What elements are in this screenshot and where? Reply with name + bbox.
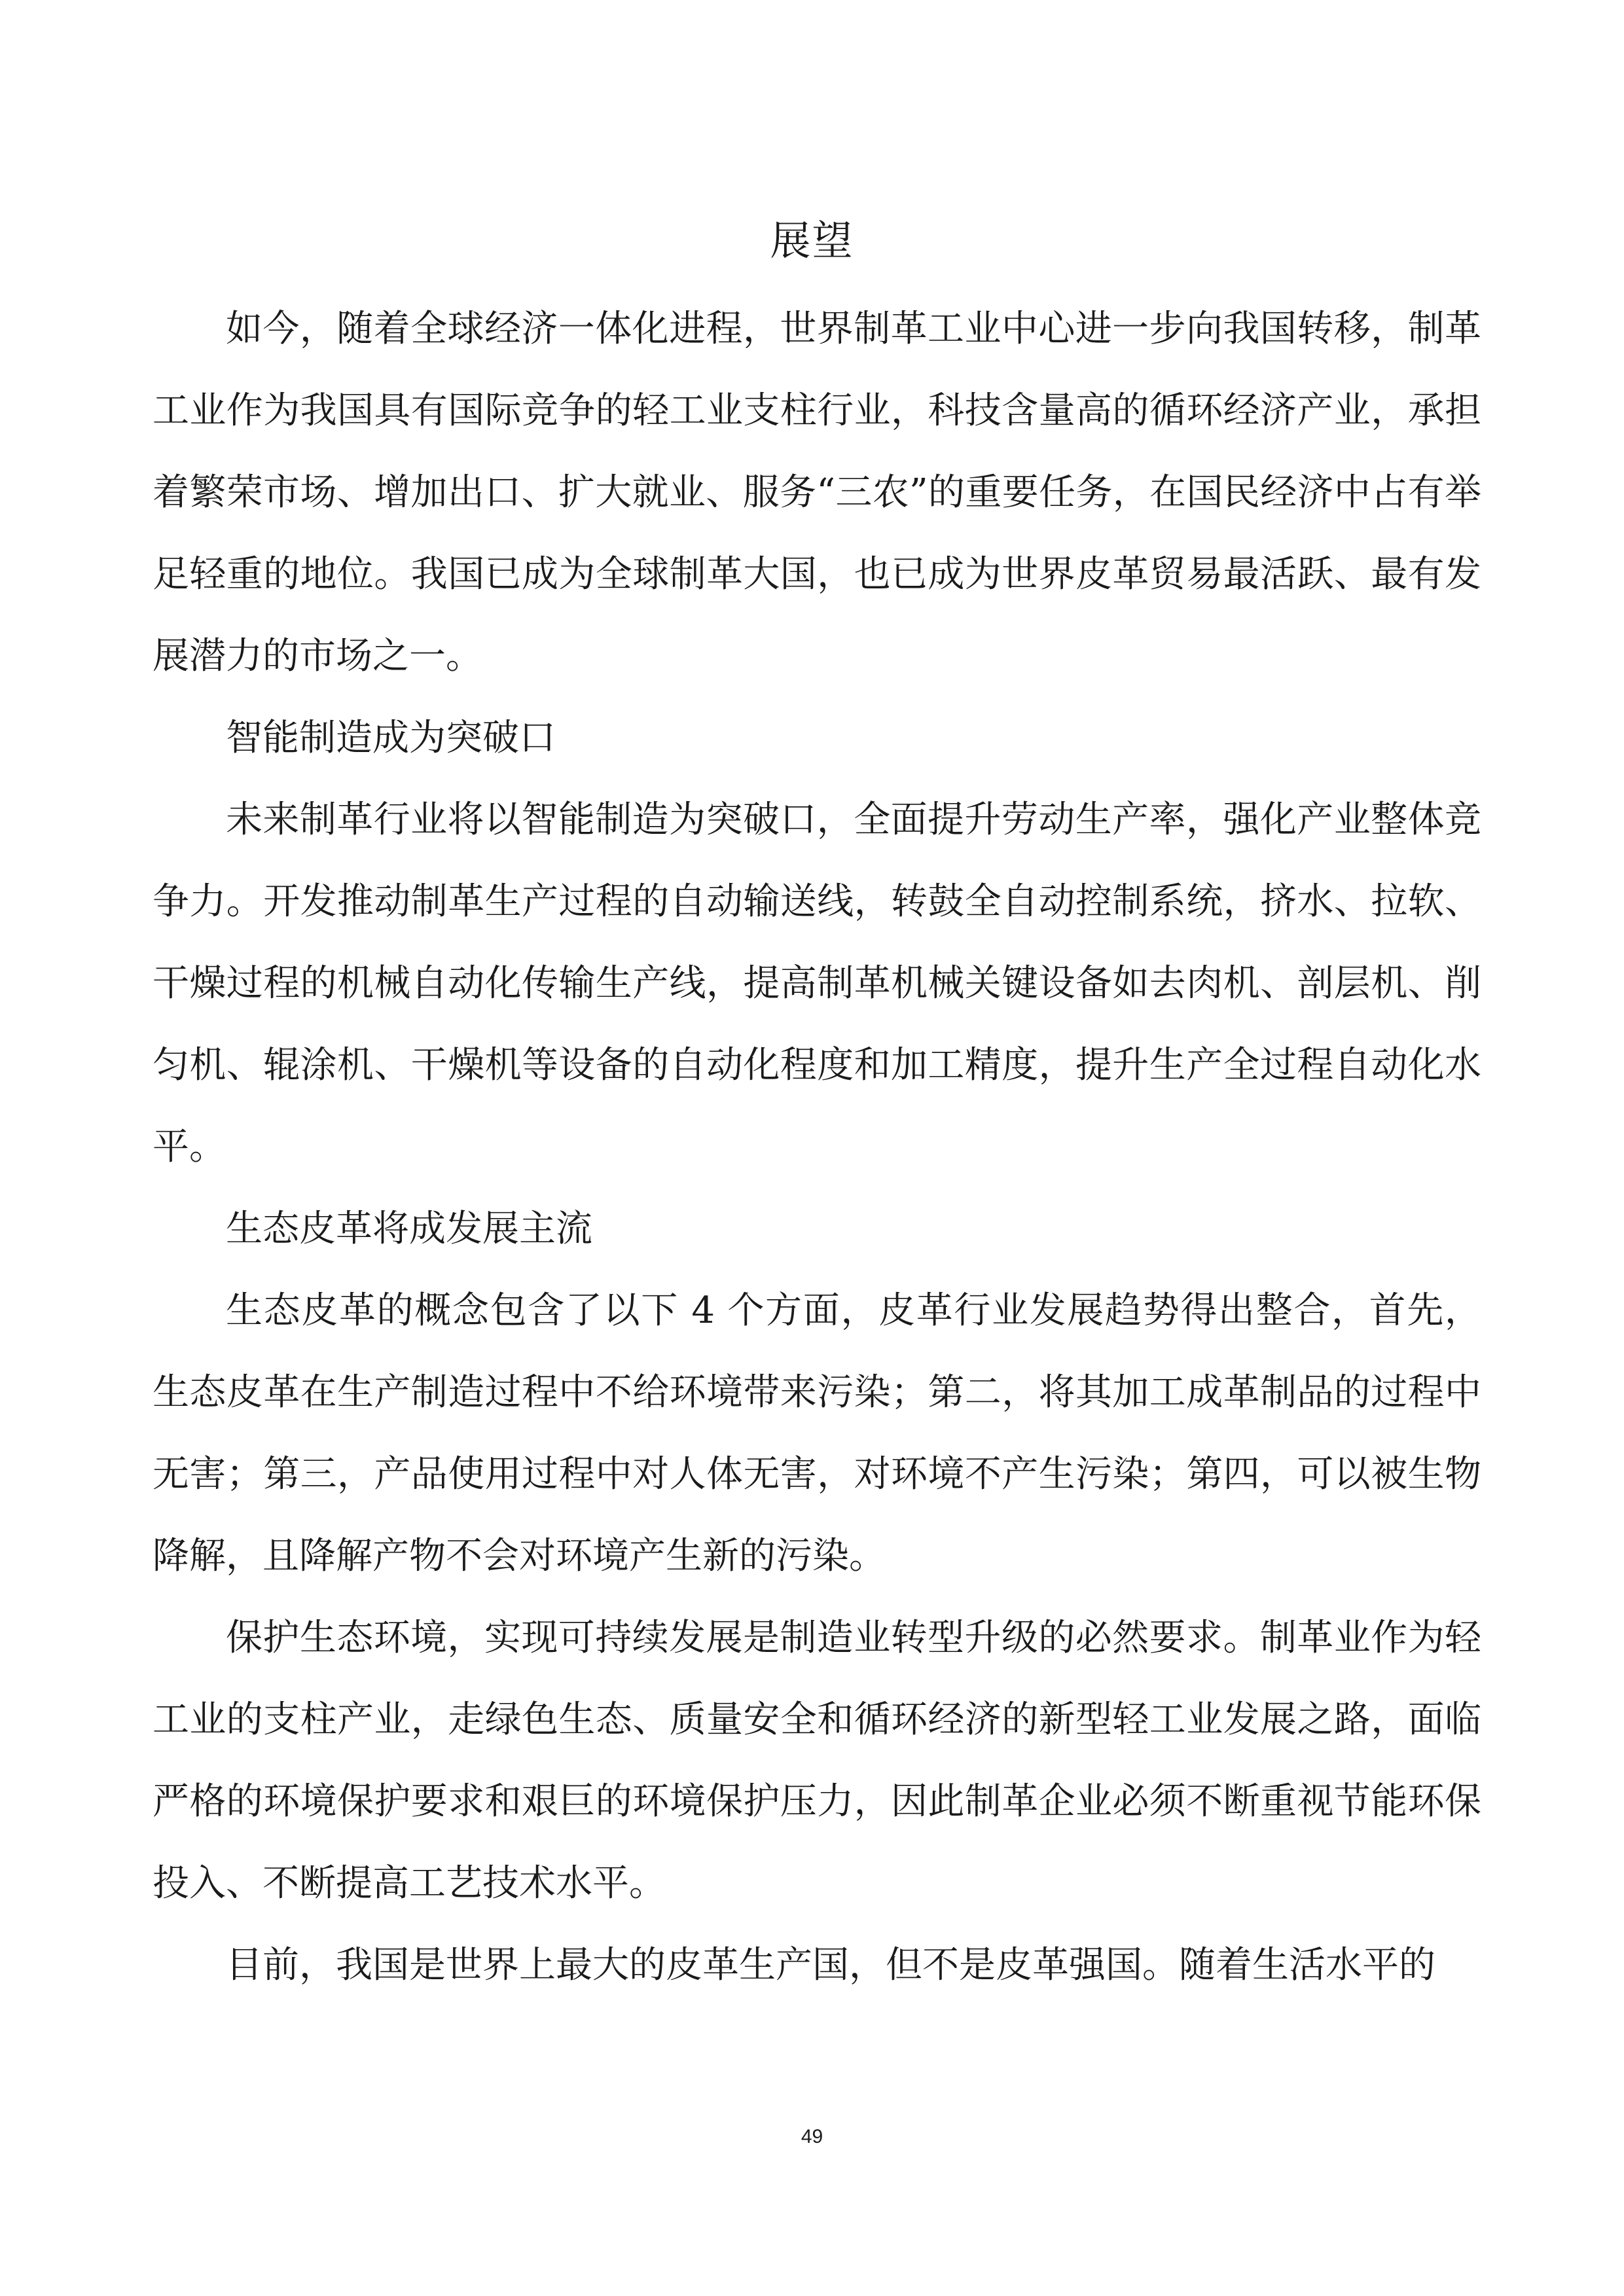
paragraph-current-status: 目前，我国是世界上最大的皮革生产国，但不是皮革强国。随着生活水平的 — [226, 1944, 1435, 1986]
paragraph-environment-protection: 保护生态环境，实现可持续发展是制造业转型升级的必然要求。制革业作为轻工业的支柱产业，走绿色生态、质量安全和循环经济的新型轻工业发展之路，面临严格的环境保护要求和艰巨的环境保护压力，因此制革企业必须不断重视节能环保投入、不断提高工艺技术水平。 — [153, 1617, 1481, 1905]
page-number: 49 — [801, 2126, 823, 2147]
section-title: 展望 — [770, 217, 854, 264]
paragraph-intro: 如今，随着全球经济一体化进程，世界制革工业中心进一步向我国转移，制革工业作为我国具有国际竞争的轻工业支柱行业，科技含量高的循环经济产业，承担着繁荣市场、增加出口、扩大就业、服务“三农”的重要任务，在国民经济中占有举足轻重的地位。我国已成为全球制革大国，也已成为世界皮革贸易最活跃、最有发展潜力的市场之一。 — [153, 308, 1481, 677]
subheading-eco-leather: 生态皮革将成发展主流 — [226, 1208, 592, 1250]
subheading-smart-manufacturing: 智能制造成为突破口 — [226, 717, 556, 759]
paragraph-eco-leather-concept: 生态皮革的概念包含了以下 4 个方面，皮革行业发展趋势得出整合，首先，生态皮革在生产制造过程中不给环境带来污染；第二，将其加工成革制品的过程中无害；第三，产品使用过程中对人体无害，对环境不产生污染；第四，可以被生物降解，且降解产物不会对环境产生新的污染。 — [153, 1289, 1481, 1577]
paragraph-smart-manufacturing: 未来制革行业将以智能制造为突破口，全面提升劳动生产率，强化产业整体竞争力。开发推动制革生产过程的自动输送线，转鼓全自动控制系统，挤水、拉软、干燥过程的机械自动化传输生产线，提高制革机械关键设备如去肉机、剖层机、削匀机、辊涂机、干燥机等设备的自动化程度和加工精度，提升生产全过程自动化水平。 — [153, 798, 1481, 1168]
document-body — [153, 288, 1481, 2006]
